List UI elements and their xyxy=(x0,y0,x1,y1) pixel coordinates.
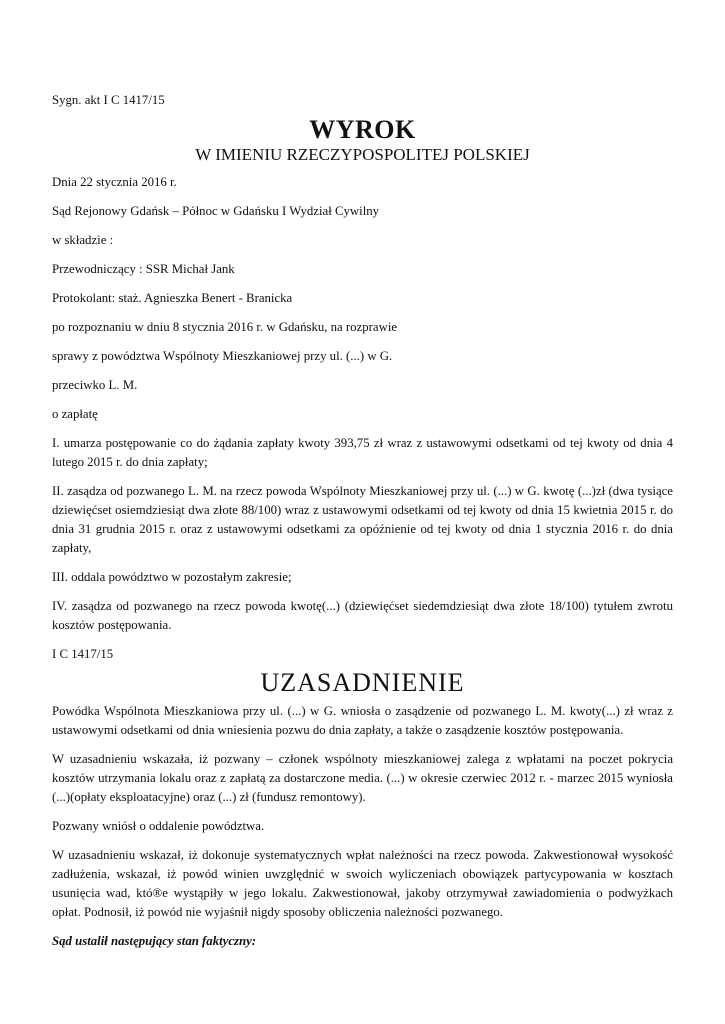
justification-paragraph: Pozwany wniósł o oddalenie powództwa. xyxy=(52,819,265,833)
case-line: sprawy z powództwa Wspólnoty Mieszkaniowej przy ul. (...) w G. xyxy=(52,349,393,363)
judgment-title: WYROK xyxy=(309,115,416,144)
subject-line: o zapłatę xyxy=(52,407,98,421)
justification-paragraph: W uzasadnieniu wskazał, iż dokonuje systematycznych wpłat należności na rzecz powoda. Zakwestionował wysokość zadłużenia, wskazał, iż powód winien uwzględnić w swoich wyliczeniach obowiązek partycypowania w kosztach usunięcia wad, któ®e wystąpiły w jego lokalu. Zakwestionował, jakoby otrzymywał zawiadomienia o podwyżkach opłat. Podnosił, iż powód nie wyjaśnił nigdy sposoby obliczenia należności pozwanego. xyxy=(52,848,673,919)
against-line: przeciwko L. M. xyxy=(52,378,138,392)
hearing-line: po rozpoznaniu w dniu 8 stycznia 2016 r. w Gdańsku, na rozprawie xyxy=(52,320,398,334)
justification-paragraph: W uzasadnieniu wskazała, iż pozwany – członek wspólnoty mieszkaniowej zalega z wpłatami na poczet pokrycia kosztów utrzymania lokalu oraz z zapłatą za dostarczone media. (...) w okresie czerwiec 2012 r. - marzec 2015 wyniosła (...)(opłaty eksploatacyjne) oraz (...) zł (fundusz remontowy). xyxy=(52,752,673,804)
justification-title: UZASADNIENIE xyxy=(260,668,465,697)
facts-heading: Sąd ustalił następujący stan faktyczny: xyxy=(52,934,257,948)
court-clerk: Protokolant: staż. Agnieszka Benert - Branicka xyxy=(52,291,293,305)
presiding-judge: Przewodniczący : SSR Michał Jank xyxy=(52,262,235,276)
signature-reference: Sygn. akt I C 1417/15 xyxy=(52,93,165,107)
court-line: Sąd Rejonowy Gdańsk – Północ w Gdańsku I Wydział Cywilny xyxy=(52,204,380,218)
case-reference: I C 1417/15 xyxy=(52,647,114,661)
date-line: Dnia 22 stycznia 2016 r. xyxy=(52,175,177,189)
composition-label: w składzie : xyxy=(52,233,114,247)
judgment-subtitle: W IMIENIU RZECZYPOSPOLITEJ POLSKIEJ xyxy=(195,145,530,164)
ruling-point-2: II. zasądza od pozwanego L. M. na rzecz powoda Wspólnoty Mieszkaniowej przy ul. (...) w G. kwotę (...)zł (dwa tysiące dziewięćset osiemdziesiąt dwa złote 88/100) wraz z ustawowymi odsetkami od tej kwoty od dnia 15 kwietnia 2015 r. do dnia 31 grudnia 2015 r. oraz z ustawowymi odsetkami za opóźnienie od tej kwoty od dnia 1 stycznia 2016 r. do dnia zapłaty, xyxy=(52,484,673,555)
justification-paragraph: Powódka Wspólnota Mieszkaniowa przy ul. (...) w G. wniosła o zasądzenie od pozwanego L. M. kwoty(...) zł wraz z ustawowymi odsetkami od dnia wniesienia pozwu do dnia zapłaty, a także o zasądzenie kosztów postępowania. xyxy=(52,704,673,737)
ruling-point-4: IV. zasądza od pozwanego na rzecz powoda kwotę(...) (dziewięćset siedemdziesiąt dwa złote 18/100) tytułem zwrotu kosztów postępowania. xyxy=(52,599,673,632)
ruling-point-3: III. oddala powództwo w pozostałym zakresie; xyxy=(52,570,292,584)
ruling-point-1: I. umarza postępowanie co do żądania zapłaty kwoty 393,75 zł wraz z ustawowymi odsetkami od tej kwoty od dnia 4 lutego 2015 r. do dnia zapłaty; xyxy=(52,436,673,469)
